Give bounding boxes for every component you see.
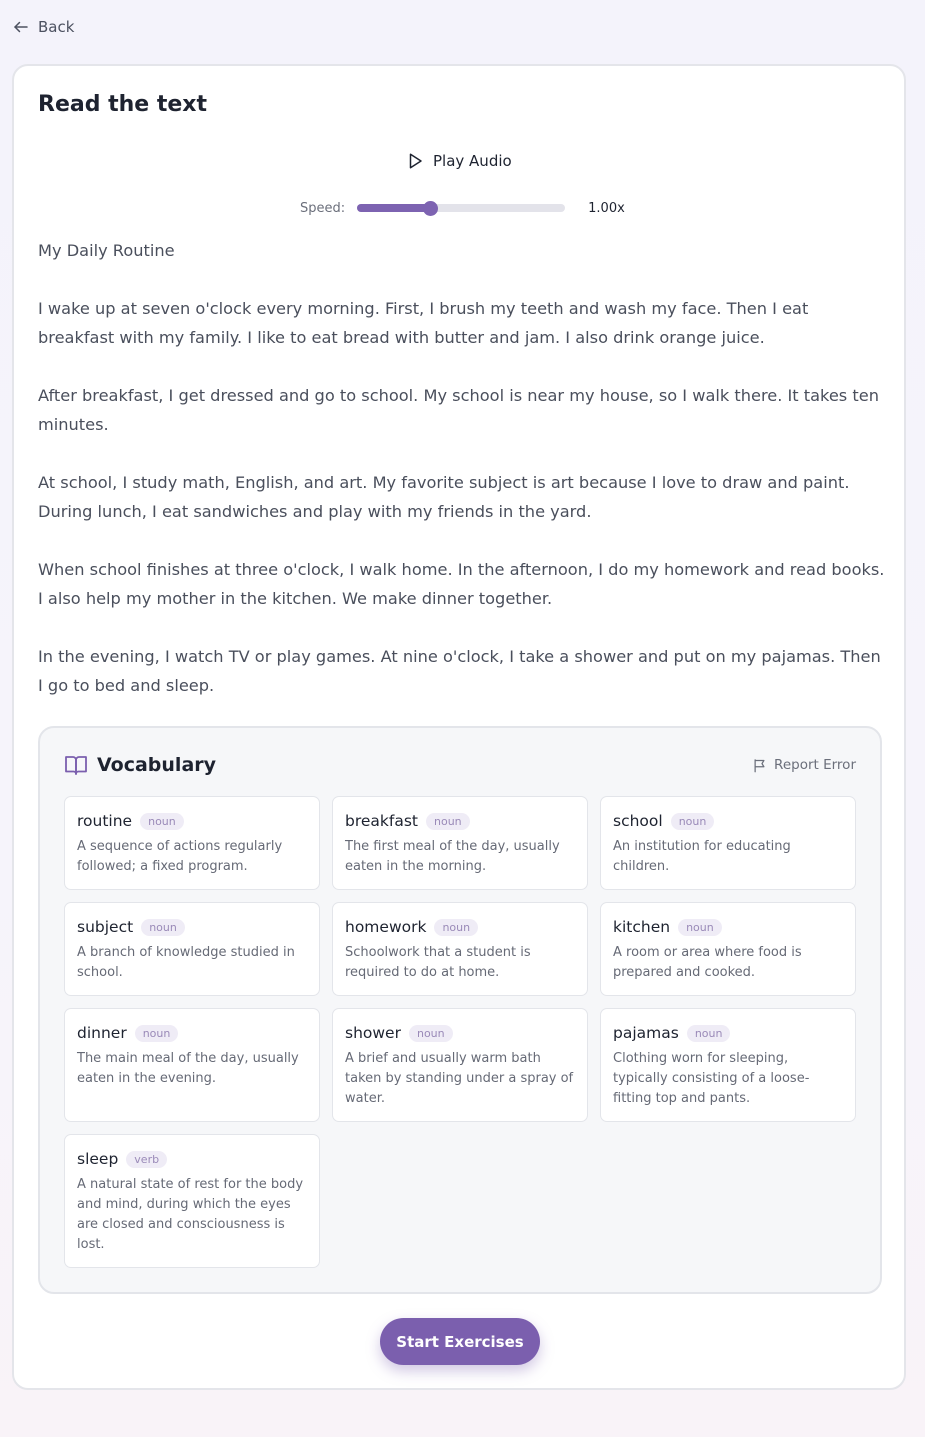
reading-card bbox=[12, 64, 906, 1390]
part-of-speech-badge: noun bbox=[409, 1025, 453, 1042]
speed-label: Speed: bbox=[300, 200, 346, 216]
vocab-definition: The main meal of the day, usually eaten in the evening. bbox=[77, 1051, 299, 1086]
vocabulary-title: Vocabulary bbox=[97, 754, 217, 776]
reading-heading: My Daily Routine bbox=[38, 241, 175, 260]
part-of-speech-badge: noun bbox=[140, 813, 184, 830]
vocab-card bbox=[332, 796, 588, 890]
play-audio-button[interactable] bbox=[406, 152, 512, 170]
reading-paragraph: At school, I study math, English, and art. My favorite subject is art because I love to draw and paint. During lunch, I eat sandwiches and play with my friends in the yard. bbox=[38, 473, 850, 521]
part-of-speech-badge: noun bbox=[671, 813, 715, 830]
speed-slider-thumb[interactable] bbox=[423, 201, 438, 216]
vocab-word: homework bbox=[345, 918, 427, 936]
vocab-word: subject bbox=[77, 918, 134, 936]
vocabulary-header bbox=[64, 753, 216, 777]
play-audio-label: Play Audio bbox=[433, 152, 512, 170]
vocabulary-panel bbox=[38, 726, 882, 1294]
vocab-definition: A sequence of actions regularly followed; a fixed program. bbox=[77, 839, 283, 874]
flag-icon bbox=[752, 758, 767, 773]
vocab-definition: The first meal of the day, usually eaten in the morning. bbox=[345, 839, 560, 874]
report-error-button[interactable] bbox=[752, 757, 856, 773]
vocab-card bbox=[600, 902, 856, 996]
vocab-card bbox=[64, 1134, 320, 1268]
vocab-card bbox=[600, 1008, 856, 1122]
page-title: Read the text bbox=[38, 92, 208, 117]
part-of-speech-badge: noun bbox=[678, 919, 722, 936]
part-of-speech-badge: verb bbox=[126, 1151, 167, 1168]
part-of-speech-badge: noun bbox=[434, 919, 478, 936]
reading-paragraph: After breakfast, I get dressed and go to school. My school is near my house, so I walk there. It takes ten minutes. bbox=[38, 386, 879, 434]
part-of-speech-badge: noun bbox=[426, 813, 470, 830]
vocab-definition: A branch of knowledge studied in school. bbox=[77, 945, 295, 980]
vocab-definition: Schoolwork that a student is required to do at home. bbox=[345, 945, 531, 980]
vocabulary-grid bbox=[64, 796, 856, 1268]
part-of-speech-badge: noun bbox=[141, 919, 185, 936]
vocab-definition: A brief and usually warm bath taken by standing under a spray of water. bbox=[345, 1051, 574, 1106]
reading-paragraph: I wake up at seven o'clock every morning. First, I brush my teeth and wash my face. Then I eat breakfast with my family. I like to eat bread with butter and jam. I also drink orange juice. bbox=[38, 299, 809, 347]
speed-slider[interactable] bbox=[357, 204, 565, 212]
arrow-left-icon bbox=[12, 18, 30, 36]
vocab-definition: An institution for educating children. bbox=[613, 839, 791, 874]
vocab-definition: A room or area where food is prepared and cooked. bbox=[613, 945, 802, 980]
vocab-word: dinner bbox=[77, 1024, 127, 1042]
reading-paragraph: When school finishes at three o'clock, I walk home. In the afternoon, I do my homework and read books. I also help my mother in the kitchen. We make dinner together. bbox=[38, 560, 885, 608]
start-exercises-button[interactable]: Start Exercises bbox=[380, 1318, 540, 1365]
back-label: Back bbox=[38, 18, 75, 36]
vocab-card bbox=[64, 1008, 320, 1122]
vocab-word: kitchen bbox=[613, 918, 671, 936]
vocab-word: pajamas bbox=[613, 1024, 679, 1042]
play-icon bbox=[406, 152, 424, 170]
part-of-speech-badge: noun bbox=[687, 1025, 731, 1042]
back-button[interactable] bbox=[12, 16, 74, 38]
vocab-card bbox=[64, 796, 320, 890]
vocab-definition: A natural state of rest for the body and mind, during which the eyes are closed and consciousness is lost. bbox=[77, 1177, 304, 1252]
vocab-card bbox=[600, 796, 856, 890]
vocab-word: school bbox=[613, 812, 663, 830]
vocab-definition: Clothing worn for sleeping, typically consisting of a loose-fitting top and pants. bbox=[613, 1051, 810, 1106]
reading-text bbox=[38, 236, 888, 729]
speed-control bbox=[300, 200, 625, 216]
part-of-speech-badge: noun bbox=[135, 1025, 179, 1042]
vocab-word: shower bbox=[345, 1024, 401, 1042]
speed-slider-fill bbox=[357, 204, 430, 212]
book-open-icon bbox=[64, 753, 88, 777]
speed-value: 1.00x bbox=[588, 200, 625, 216]
report-error-label: Report Error bbox=[774, 757, 856, 773]
vocab-card bbox=[332, 1008, 588, 1122]
reading-paragraph: In the evening, I watch TV or play games. At nine o'clock, I take a shower and put on my pajamas. Then I go to bed and sleep. bbox=[38, 647, 881, 695]
vocab-card bbox=[64, 902, 320, 996]
vocab-word: routine bbox=[77, 812, 133, 830]
vocab-card bbox=[332, 902, 588, 996]
vocab-word: breakfast bbox=[345, 812, 418, 830]
vocab-word: sleep bbox=[77, 1150, 119, 1168]
